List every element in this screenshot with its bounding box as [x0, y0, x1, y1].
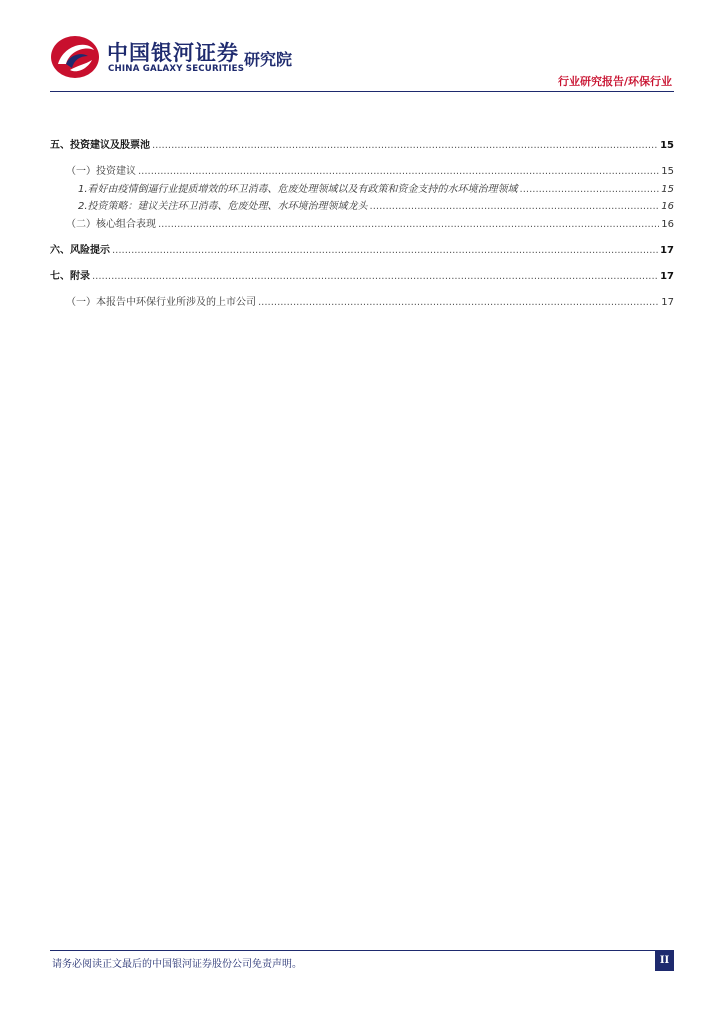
toc-leader [152, 140, 658, 151]
company-name-cn: 中国银河证券 [107, 41, 239, 65]
toc-entry-page: 15 [661, 166, 674, 177]
toc-entry[interactable] [50, 180, 674, 198]
toc-leader [112, 245, 658, 256]
toc-entry-label: （一）投资建议 [66, 166, 136, 177]
toc-leader [520, 184, 660, 195]
toc-entry-page: 15 [661, 183, 674, 195]
toc-entry-page: 17 [660, 244, 674, 256]
toc-entry[interactable] [50, 162, 674, 180]
toc-entry-label: （一）本报告中环保行业所涉及的上市公司 [66, 296, 256, 308]
toc-entry[interactable] [50, 241, 674, 259]
toc-entry[interactable] [50, 267, 674, 285]
toc-leader [92, 271, 658, 282]
toc-entry-label: （二）核心组合表现 [66, 218, 156, 230]
toc-entry[interactable] [50, 215, 674, 233]
footer-disclaimer: 请务必阅读正文最后的中国银河证券股份公司免责声明。 [52, 959, 302, 970]
footer-divider [50, 950, 674, 951]
toc-entry-page: 15 [660, 140, 674, 151]
page-header [0, 0, 724, 95]
toc-entry-label: 七、附录 [50, 270, 90, 282]
toc-entry-page: 17 [660, 270, 674, 282]
page-number-badge: II [655, 950, 674, 971]
toc-entry-label: 1.看好由疫情倒逼行业提质增效的环卫消毒、危废处理领域以及有政策和资金支持的水环境治理领域 [78, 183, 518, 195]
toc-entry-page: 16 [661, 218, 674, 230]
report-type-label: 行业研究报告/环保行业 [557, 75, 672, 88]
galaxy-logo-icon [50, 34, 100, 80]
toc-leader [258, 297, 659, 308]
table-of-contents [50, 136, 674, 310]
toc-entry[interactable] [50, 197, 674, 215]
toc-leader [138, 166, 659, 177]
toc-entry-page: 16 [661, 201, 674, 212]
institute-label: 研究院 [244, 50, 293, 69]
toc-entry[interactable] [50, 293, 674, 311]
company-name-en: CHINA GALAXY SECURITIES [108, 64, 245, 74]
toc-entry[interactable] [50, 136, 674, 154]
toc-entry-label: 2.投资策略：建议关注环卫消毒、危废处理、水环境治理领域龙头 [78, 201, 368, 212]
toc-entry-label: 六、风险提示 [50, 244, 110, 256]
toc-leader [370, 201, 660, 212]
toc-leader [158, 219, 659, 230]
header-divider [50, 91, 674, 92]
toc-entry-page: 17 [661, 296, 674, 308]
toc-entry-label: 五、投资建议及股票池 [50, 140, 150, 151]
